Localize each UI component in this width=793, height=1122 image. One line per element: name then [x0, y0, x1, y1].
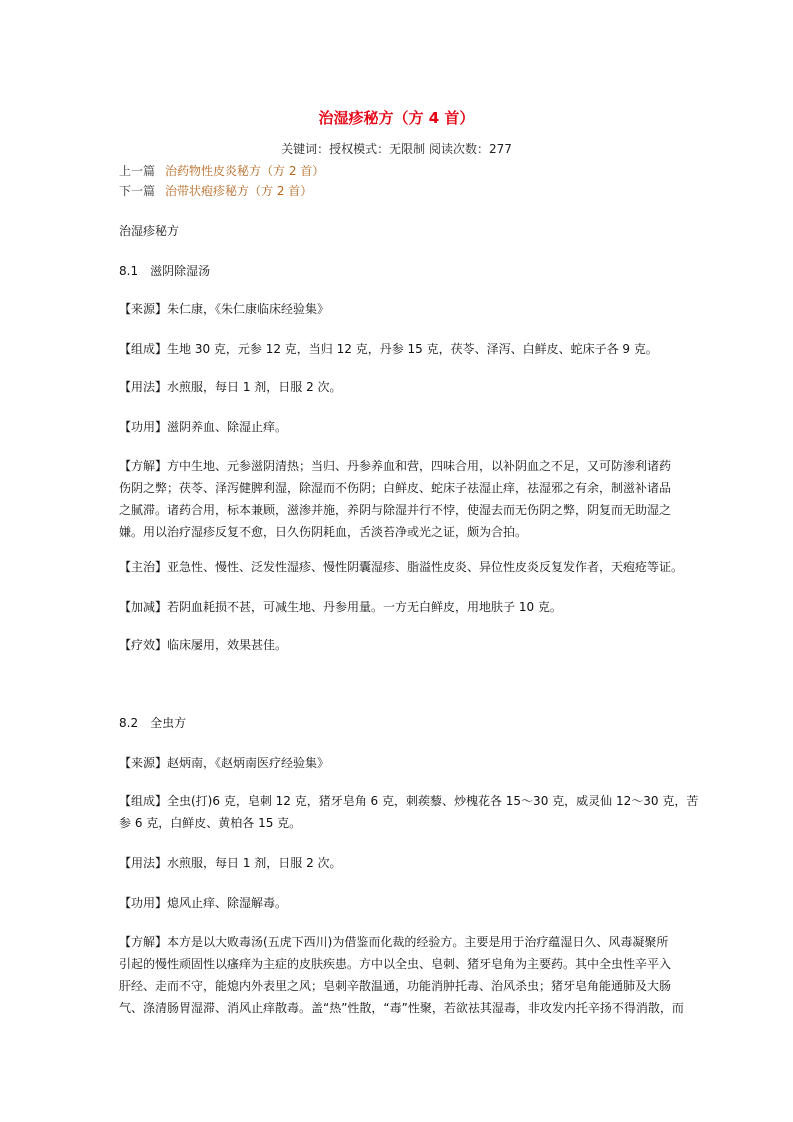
formula-2-title: 8.2 全虫方 [119, 716, 187, 730]
meta-line: 关键词：授权模式：无限制 阅读次数：277 [281, 142, 512, 156]
next-article-link[interactable]: 治带状疱疹秘方（方 2 首） [165, 184, 313, 198]
section-heading: 治湿疹秘方 [119, 224, 180, 238]
formula-2-source: 【来源】赵炳南，《赵炳南医疗经验集》 [119, 756, 330, 770]
composition-line: 【组成】全虫(打)6 克，皂刺 12 克，猪牙皂角 6 克，刺蒺藜、炒槐花各 15～30 克，威灵仙 12～30 克，苦 [119, 794, 699, 808]
prev-article-nav [119, 163, 324, 179]
formula-1-title: 8.1 滋阴除湿汤 [119, 264, 211, 278]
next-label: 下一篇 [119, 184, 156, 198]
prev-article-link[interactable]: 治药物性皮炎秘方（方 2 首） [165, 164, 325, 178]
formula-1-effect: 【功用】滋阴养血、除湿止痒。 [119, 420, 288, 434]
formula-1-source: 【来源】朱仁康，《朱仁康临床经验集》 [119, 302, 330, 316]
formula-2-explanation [119, 931, 684, 1019]
explanation-line: 【方解】方中生地、元参滋阴清热；当归、丹参养血和营，四味合用，以补阴血之不足，又可防渗利诸药 [119, 459, 672, 473]
explanation-line: 引起的慢性顽固性以瘙痒为主症的皮肤疾患。方中以全虫、皂刺、猪牙皂角为主要药。其中全虫性辛平入 [119, 957, 672, 971]
formula-1-usage: 【用法】水煎服，每日 1 剂，日服 2 次。 [119, 380, 342, 394]
explanation-line: 嫌。用以治疗湿疹反复不愈，日久伤阴耗血，舌淡苔净或光之证，颇为合拍。 [119, 525, 528, 539]
formula-1-modification: 【加减】若阴血耗损不甚，可减生地、丹参用量。一方无白鲜皮，用地肤子 10 克。 [119, 600, 562, 614]
formula-1-composition: 【组成】生地 30 克，元参 12 克，当归 12 克，丹参 15 克，茯苓、泽泻、白鲜皮、蛇床子各 9 克。 [119, 342, 658, 356]
explanation-line: 伤阴之弊；茯苓、泽泻健脾利湿，除湿而不伤阴；白鲜皮、蛇床子祛湿止痒，祛湿邪之有余，制滋补诸品 [119, 481, 672, 495]
composition-line: 参 6 克，白鲜皮、黄柏各 15 克。 [119, 816, 302, 830]
formula-2-effect: 【功用】熄风止痒、除湿解毒。 [119, 896, 288, 910]
page-title: 治湿疹秘方（方 4 首） [318, 109, 475, 127]
next-article-nav [119, 183, 312, 199]
formula-2-usage: 【用法】水煎服，每日 1 剂，日服 2 次。 [119, 856, 342, 870]
explanation-line: 气、涤清肠胃湿滞、消风止痒散毒。盖“热”性散，“毒”性聚，若欲祛其湿毒，非攻发内托辛扬不得消散，而 [119, 1001, 684, 1015]
prev-label: 上一篇 [119, 164, 156, 178]
formula-1-efficacy: 【疗效】临床屡用，效果甚佳。 [119, 638, 288, 652]
explanation-line: 【方解】本方是以大败毒汤(五虎下西川)为借鉴而化裁的经验方。主要是用于治疗蕴湿日久、风毒凝聚所 [119, 935, 669, 949]
explanation-line: 之腻滞。诸药合用，标本兼顾，滋渗并施，养阴与除湿并行不悖，使湿去而无伤阴之弊，阴复而无助湿之 [119, 503, 672, 517]
explanation-line: 肝经、走而不守，能熄内外表里之风；皂刺辛散温通，功能消肿托毒、治风杀虫；猪牙皂角能通肺及大肠 [119, 979, 672, 993]
formula-1-explanation [119, 455, 679, 543]
formula-2-composition [119, 790, 699, 834]
formula-1-indication: 【主治】亚急性、慢性、泛发性湿疹、慢性阴囊湿疹、脂溢性皮炎、异位性皮炎反复发作者，天疱疮等证。 [119, 560, 684, 574]
